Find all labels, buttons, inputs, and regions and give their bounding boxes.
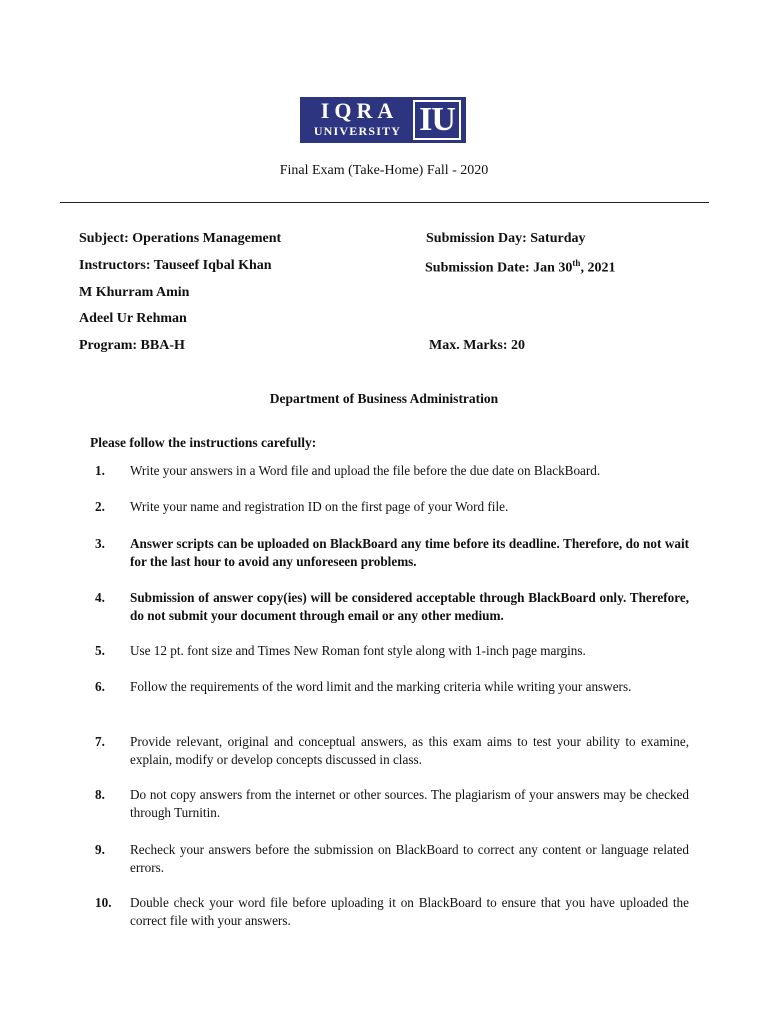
instruction-item (95, 498, 689, 516)
instruction-number: 7. (95, 734, 105, 749)
submission-date-prefix: Submission Date: Jan 30 (425, 260, 573, 276)
instruction-text: Follow the requirements of the word limit and the marking criteria while writing your answers. (130, 679, 632, 694)
instruction-number: 2. (95, 499, 105, 514)
submission-date-suffix: , 2021 (580, 260, 616, 276)
instruction-item (95, 894, 689, 930)
logo-mark: IU (413, 100, 461, 140)
subject: Subject: Operations Management (79, 231, 282, 246)
max-marks: Max. Marks: 20 (429, 338, 526, 353)
instruction-item (95, 678, 689, 696)
instruction-text: Write your name and registration ID on the first page of your Word file. (130, 499, 509, 514)
instruction-number: 9. (95, 842, 105, 857)
instruction-text: Answer scripts can be uploaded on BlackBoard any time before its deadline. Therefore, do not wait for the last hour to avoid any unforeseen problems. (130, 536, 689, 569)
logo-word-top: IQRA (320, 98, 399, 123)
instructions-heading: Please follow the instructions carefully: (90, 435, 317, 450)
logo-wordmark (304, 99, 411, 141)
instruction-number: 10. (95, 895, 112, 910)
instruction-text: Double check your word file before uploading it on BlackBoard to ensure that you have uploaded the correct file with your answers. (130, 895, 689, 928)
instructor-3: Adeel Ur Rehman (79, 311, 187, 326)
instruction-text: Provide relevant, original and conceptual answers, as this exam aims to test your ability to examine, explain, modify or develop concepts discussed in class. (130, 734, 689, 767)
instruction-number: 3. (95, 536, 105, 551)
instruction-item (95, 642, 689, 660)
instruction-text: Recheck your answers before the submission on BlackBoard to correct any content or language related errors. (130, 842, 689, 875)
instruction-text: Submission of answer copy(ies) will be considered acceptable through BlackBoard only. Therefore, do not submit your document through email or any other medium. (130, 590, 689, 623)
instruction-number: 8. (95, 787, 105, 802)
submission-day: Submission Day: Saturday (426, 231, 586, 246)
instruction-item (95, 462, 689, 480)
instruction-item (95, 841, 689, 877)
instruction-text: Do not copy answers from the internet or other sources. The plagiarism of your answers may be checked through Turnitin. (130, 787, 689, 820)
instruction-number: 1. (95, 463, 105, 478)
instructors: Instructors: Tauseef Iqbal Khan (79, 258, 272, 273)
instruction-text: Write your answers in a Word file and upload the file before the due date on BlackBoard. (130, 463, 601, 478)
instruction-item (95, 535, 689, 571)
instruction-item (95, 589, 689, 625)
instructor-2: M Khurram Amin (79, 285, 190, 300)
instruction-number: 5. (95, 643, 105, 658)
instruction-number: 4. (95, 590, 105, 605)
university-logo (300, 97, 466, 143)
instruction-item (95, 733, 689, 769)
department: Department of Business Administration (269, 391, 499, 406)
submission-date-sup: th (572, 258, 581, 268)
logo-word-bottom: UNIVERSITY (313, 124, 402, 138)
header-divider (60, 202, 709, 203)
program: Program: BBA-H (79, 338, 185, 353)
instruction-text: Use 12 pt. font size and Times New Roman font style along with 1-inch page margins. (130, 643, 586, 658)
instruction-number: 6. (95, 679, 105, 694)
exam-title: Final Exam (Take-Home) Fall - 2020 (279, 163, 489, 178)
submission-date (425, 258, 615, 277)
instruction-item (95, 786, 689, 822)
